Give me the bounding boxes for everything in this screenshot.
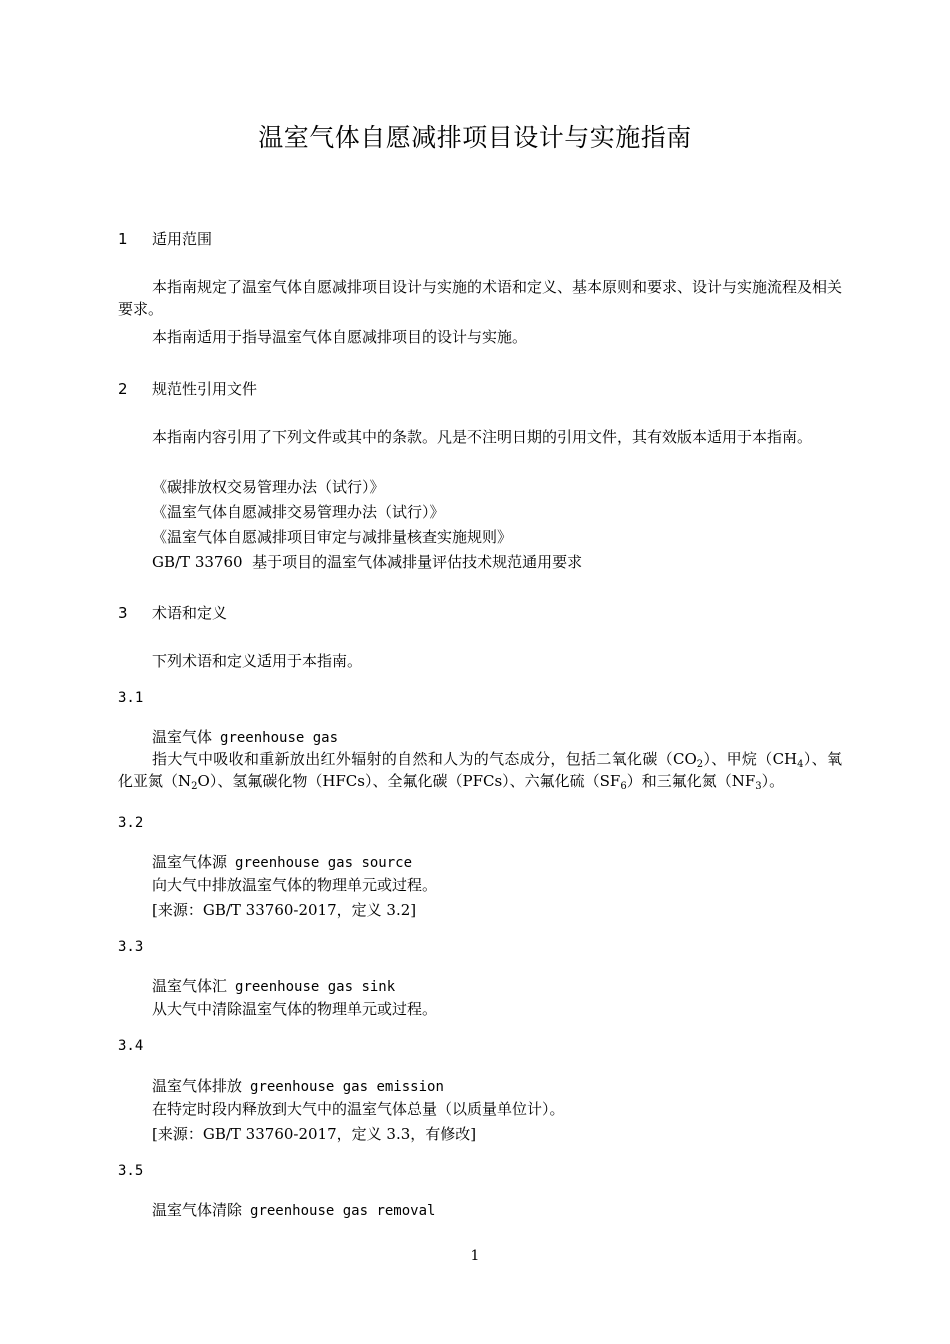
term-heading (152, 1199, 435, 1220)
section-3-paragraph-1: 下列术语和定义适用于本指南。 (152, 652, 363, 670)
term-english: greenhouse gas sink (235, 979, 396, 995)
term-definition: 在特定时段内释放到大气中的温室气体总量（以质量单位计）。 (152, 1100, 565, 1118)
clause-number: 3.5 (118, 1163, 144, 1179)
reference-item: GB/T 33760 基于项目的温室气体减排量评估技术规范通用要求 (152, 553, 583, 571)
section-2-paragraph-1: 本指南内容引用了下列文件或其中的条款。凡是不注明日期的引用文件，其有效版本适用于本指南。 (152, 428, 813, 446)
term-chinese: 温室气体源 (152, 853, 228, 871)
clause-number: 3.3 (118, 939, 144, 955)
term-english: greenhouse gas source (235, 855, 413, 871)
term-chinese: 温室气体 (152, 728, 213, 746)
reference-item: 《温室气体自愿减排交易管理办法（试行）》 (152, 503, 445, 521)
term-heading (152, 851, 412, 872)
term-definition: 从大气中清除温室气体的物理单元或过程。 (152, 1000, 438, 1018)
term-source: [来源：GB/T 33760-2017，定义 3.3，有修改] (152, 1125, 477, 1143)
document-title: 温室气体自愿减排项目设计与实施指南 (258, 123, 692, 152)
reference-item: 《碳排放权交易管理办法（试行）》 (152, 478, 385, 496)
clause-number: 3.2 (118, 815, 144, 831)
section-title: 术语和定义 (152, 604, 228, 622)
term-chinese: 温室气体汇 (152, 977, 228, 995)
term-heading (152, 1075, 444, 1096)
section-title: 规范性引用文件 (152, 380, 258, 398)
term-definition: 指大气中吸收和重新放出红外辐射的自然和人为的气态成分，包括二氧化碳$(CO_2)$、甲烷$(CH_4)$、氧化亚氮$(N_2O)$、氢氟碳化物（HFCs）、全氟化碳（PFCs）、六氟化硫$(SF_6)$和三氟化氮$(NF_3)$。 (118, 750, 842, 792)
page-number: 1 (470, 1248, 480, 1264)
section-title: 适用范围 (152, 230, 213, 248)
section-1-paragraph-2: 本指南适用于指导温室气体自愿减排项目的设计与实施。 (152, 328, 528, 346)
section-3-heading (118, 602, 227, 623)
section-number: 2 (118, 380, 128, 398)
section-number: 1 (118, 230, 128, 248)
clause-number: 3.1 (118, 690, 144, 706)
term-definition: 向大气中排放温室气体的物理单元或过程。 (152, 876, 438, 894)
section-number: 3 (118, 604, 128, 622)
section-2-heading (118, 378, 257, 399)
term-english: greenhouse gas emission (250, 1079, 444, 1095)
reference-item: 《温室气体自愿减排项目审定与减排量核查实施规则》 (152, 528, 513, 546)
term-heading (152, 726, 338, 747)
section-1-paragraph-1: 本指南规定了温室气体自愿减排项目设计与实施的术语和定义、基本原则和要求、设计与实施流程及相关要求。 (118, 278, 843, 318)
term-english: greenhouse gas removal (250, 1203, 436, 1219)
section-1-heading (118, 228, 212, 249)
clause-number: 3.4 (118, 1038, 144, 1054)
term-english: greenhouse gas (220, 730, 339, 746)
term-source: [来源：GB/T 33760-2017，定义 3.2] (152, 901, 417, 919)
term-heading (152, 975, 395, 996)
term-chinese: 温室气体清除 (152, 1201, 243, 1219)
term-chinese: 温室气体排放 (152, 1077, 243, 1095)
